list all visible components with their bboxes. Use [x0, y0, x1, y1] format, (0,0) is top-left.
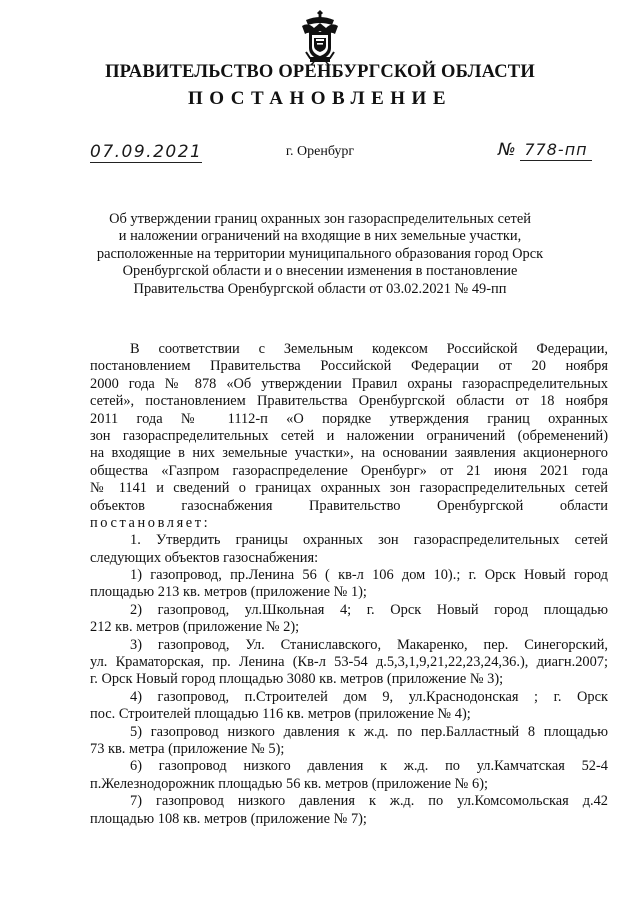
preamble-line: зон газораспределительных сетей и наложении ограничений (обременений) [90, 427, 608, 444]
list-item-line: 212 кв. метров (приложение № 2); [90, 619, 300, 636]
subject-line: расположенные на территории муниципального образования город Орск [96, 245, 544, 262]
preamble-line: объектов газоснабжения Правительство Оренбургской области [90, 497, 608, 514]
list-item-line: г. Орск Новый город площадью 3080 кв. метров (приложение № 3); [90, 671, 504, 688]
list-item-line: 2) газопровод, ул.Школьная 4; г. Орск Новый город площадью [130, 601, 608, 618]
document-type: ПОСТАНОВЛЕНИЕ [187, 88, 453, 109]
subject-line: Правительства Оренбургской области от 03.02.2021 № 49-пп [133, 280, 507, 297]
preamble-line: № 1141 и сведений о границах охранных зон газораспределительных сетей [90, 480, 608, 497]
document-body [90, 341, 608, 828]
list-item-line: площадью 108 кв. метров (приложение № 7); [90, 810, 367, 827]
subject-line: Об утверждении границ охранных зон газораспределительных сетей [109, 211, 531, 227]
preamble-line: В соответствии с Земельным кодексом Российской Федерации, [130, 341, 608, 357]
government-title: ПРАВИТЕЛЬСТВО ОРЕНБУРГСКОЙ ОБЛАСТИ [105, 62, 535, 82]
subject-line: и наложении ограничений на входящие в них земельные участки, [118, 228, 522, 245]
preamble-line: на входящие в них земельные участки», на основании заявления акционерного [90, 445, 608, 462]
number-sign: № [498, 140, 516, 160]
list-item-line: п.Железнодорожник площадью 56 кв. метров (приложение № 6); [90, 775, 488, 792]
list-item-line: пос. Строителей площадью 116 кв. метров (приложение № 4); [90, 706, 471, 723]
document-city: г. Оренбург [285, 144, 355, 159]
list-item-line: 5) газопровод низкого давления к ж.д. по пер.Балластный 8 площадью [130, 723, 608, 740]
document-number [498, 140, 608, 164]
list-item-line: ул. Краматорская, пр. Ленина (Кв-л 53-54 д.5,3,1,9,21,22,23,24,36.), диагн.2007; [90, 654, 608, 671]
resolves-word: постановляет: [90, 514, 211, 531]
list-item-line: 4) газопровод, п.Строителей дом 9, ул.Краснодонская ; г. Орск [130, 688, 608, 705]
coat-of-arms-icon [300, 8, 340, 66]
list-item-line: 73 кв. метра (приложение № 5); [90, 740, 285, 757]
preamble-line: 2011 года № 1112-п «О порядке утверждения границ охранных [90, 410, 608, 427]
clause-line: 1. Утвердить границы охранных зон газораспределительных сетей [130, 532, 608, 549]
preamble-line: постановлением Правительства Российской Федерации от 20 ноября [90, 358, 608, 375]
list-item-line: площадью 213 кв. метров (приложение № 1); [90, 584, 367, 601]
list-item-line: 1) газопровод, пр.Ленина 56 ( кв-л 106 дом 10).; г. Орск Новый город [130, 567, 608, 584]
document-subject [80, 211, 560, 298]
list-item-line: 3) газопровод, Ул. Станиславского, Макаренко, пер. Синегорский, [130, 636, 608, 653]
document-date: 07.09.2021 [90, 142, 203, 162]
list-item-line: 7) газопровод низкого давления к ж.д. по ул.Комсомольская д.42 [130, 793, 608, 810]
clause-line: следующих объектов газоснабжения: [90, 549, 319, 566]
list-item-line: 6) газопровод низкого давления к ж.д. по ул.Камчатская 52-4 [130, 758, 608, 775]
subject-line: Оренбургской области и о внесении изменения в постановление [122, 263, 518, 280]
preamble-line: общества «Газпром газораспределение Оренбург» от 21 июня 2021 года [90, 462, 608, 479]
preamble-line: сетей», постановлением Правительства Оренбургской области от 18 ноября [90, 393, 608, 410]
preamble-line: 2000 года № 878 «Об утверждении Правил охраны газораспределительных [90, 375, 608, 392]
number-value: 778-пп [520, 140, 592, 161]
